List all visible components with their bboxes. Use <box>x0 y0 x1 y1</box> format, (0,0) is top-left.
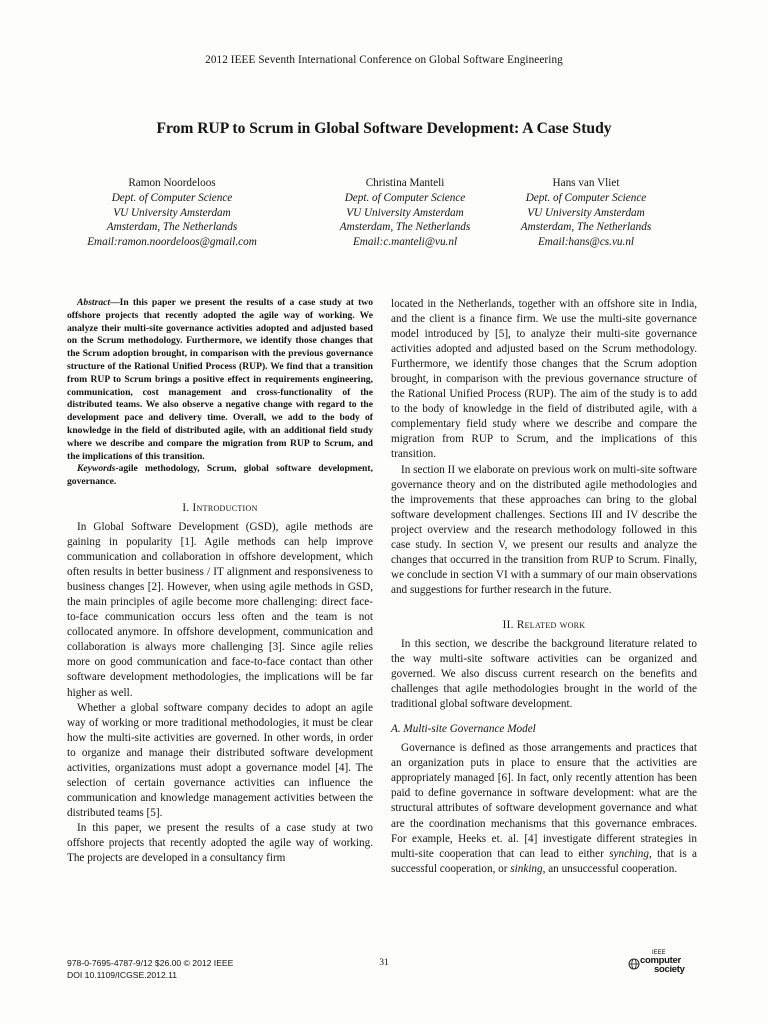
paragraph <box>391 741 697 876</box>
paper-title: From RUP to Scrum in Global Software Development: A Case Study <box>156 120 612 137</box>
author-dept: Dept. of Computer Science <box>344 191 466 204</box>
abstract <box>67 297 373 463</box>
footer-copyright <box>67 957 233 981</box>
keywords-label: Keywords <box>77 463 116 475</box>
logo-text: computer <box>640 955 681 966</box>
author-email: Email:hans@cs.vu.nl <box>537 236 635 249</box>
logo-text: IEEE <box>652 950 666 956</box>
paragraph: In this paper, we present the results of a case study at two offshore projects that recently adopted the agile way of working. The projects are developed in a consultancy firm <box>67 821 373 865</box>
author-dept: Dept. of Computer Science <box>111 191 233 204</box>
author-name: Christina Manteli <box>365 177 445 189</box>
author-location: Amsterdam, The Netherlands <box>339 221 471 234</box>
subsection-heading: A. Multi-site Governance Model <box>391 723 536 736</box>
keywords-text: -agile methodology, Scrum, global software development, governance. <box>67 463 373 488</box>
paragraph-text: , an unsuccessful cooperation. <box>542 862 678 875</box>
author-name: Hans van Vliet <box>552 177 620 189</box>
section-heading-introduction: I. Introduction <box>182 501 258 514</box>
isbn-line: 978-0-7695-4787-9/12 $26.00 © 2012 IEEE <box>67 958 234 968</box>
author-university: VU University Amsterdam <box>527 206 645 219</box>
globe-icon <box>628 958 640 970</box>
section-heading-related-work: II. Related work <box>502 618 586 631</box>
emphasis-text: sinking <box>510 862 543 875</box>
abstract-text: —In this paper we present the results of a case study at two offshore projects that recently adopted the agile way of working. We analyze their multi-site governance activities adopted and adjusted based on the Scrum methodology. Furthermore, we identify those changes that the Scrum adoption brought, in comparison with the previous governance structure of the Rational Unified Process (RUP). We find that a transition from RUP to Scrum brings a positive effect in requirements engineering, communication, cost management and cross-functionality of the distributed teams. We also observe a negative change with regard to the development pace and delivery time. Overall, we add to the body of knowledge in the field of distributed agile, with an additional field study where we describe and compare the migration from RUP to Scrum, and the implications of this transition. <box>67 297 373 462</box>
paragraph: In Global Software Development (GSD), agile methods are gaining in popularity [1]. Agile methods can help improve communication and collaboration in offshore development, which often results in better business / IT alignment and responsiveness to business changes [2]. However, when using agile methods in GSD, the main principles of agile become more challenging: direct face-to-face communication occurs less often and the team is not collocated anymore. In offshore development, communication and collaboration is always more challenging [3]. Since agile relies more on good communication and face-to-face contact than other software development methodologies, the implications will be far higher as well. <box>67 521 373 699</box>
author-block-1 <box>57 176 287 250</box>
keywords <box>67 463 373 489</box>
author-email: Email:ramon.noordeloos@gmail.com <box>87 236 257 249</box>
paragraph: In this section, we describe the background literature related to the way multi-site software activities can be organized and governed. We also discuss current research on the benefits and challenges that agile methodologies brought in the world of the traditional global software development. <box>391 637 697 711</box>
paragraph-text: , that is a successful cooperation, or <box>391 847 697 875</box>
author-location: Amsterdam, The Netherlands <box>106 221 238 234</box>
left-column <box>67 297 373 866</box>
author-email: Email:c.manteli@vu.nl <box>352 236 458 249</box>
paragraph-text: Governance is defined as those arrangements and practices that an organization puts in place to ensure that the activities are appropriately managed [6]. In fact, only recently attention has been paid to define governance in software development: what are the structural attributes of software development governance and what are the coordination mechanisms that this governance embraces. For example, Heeks et. al. [4] investigate different strategies in multi-site cooperation that can lead to either <box>391 742 697 860</box>
author-university: VU University Amsterdam <box>346 206 464 219</box>
author-block-3 <box>471 176 701 250</box>
emphasis-text: synching <box>609 847 649 860</box>
author-dept: Dept. of Computer Science <box>525 191 647 204</box>
abstract-label: Abstract <box>77 297 111 308</box>
author-university: VU University Amsterdam <box>113 206 231 219</box>
paragraph: Whether a global software company decides to adopt an agile way of working or more traditional methodologies, it must be clear how the multi-site activities are governed. In other words, in order to organize and manage their distributed software development activities, organizations must adopt a governance model [4]. The selection of certain governance activities can influence the communication and knowledge management activities between the distributed teams [5]. <box>67 701 373 819</box>
conference-header: 2012 IEEE Seventh International Conference on Global Software Engineering <box>205 54 563 66</box>
paragraph: In section II we elaborate on previous work on multi-site software governance theory and on the distributed agile methodologies and the improvements that these approaches can bring to the global software development challenges. Sections III and IV describe the project overview and the research methodology followed in this case study. In section V, we present our results and analyze the changes that occurred in the transition from RUP to Scrum. Finally, we conclude in section VI with a summary of our main observations and suggestions for further research in the future. <box>391 463 697 596</box>
author-location: Amsterdam, The Netherlands <box>520 221 652 234</box>
page-number: 31 <box>379 957 389 968</box>
paragraph: located in the Netherlands, together with an offshore site in India, and the client is a finance firm. We use the multi-site governance model introduced by [5], to analyze their multi-site governance activities adopted and adjusted based on the Scrum methodology. Furthermore, we identify those changes that the Scrum adoption brought, in comparison with the previous governance structure of the Rational Unified Process (RUP). The aim of the study is to add to the body of knowledge in the field of distributed agile, with a complementary field study where we describe and compare the migration from RUP to Scrum, and the implications of this transition. <box>391 298 697 461</box>
doi-line: DOI 10.1109/ICGSE.2012.11 <box>67 970 178 980</box>
author-name: Ramon Noordeloos <box>128 177 216 189</box>
ieee-computer-society-logo <box>626 950 702 980</box>
right-column <box>391 297 697 877</box>
logo-text: society <box>654 964 685 975</box>
